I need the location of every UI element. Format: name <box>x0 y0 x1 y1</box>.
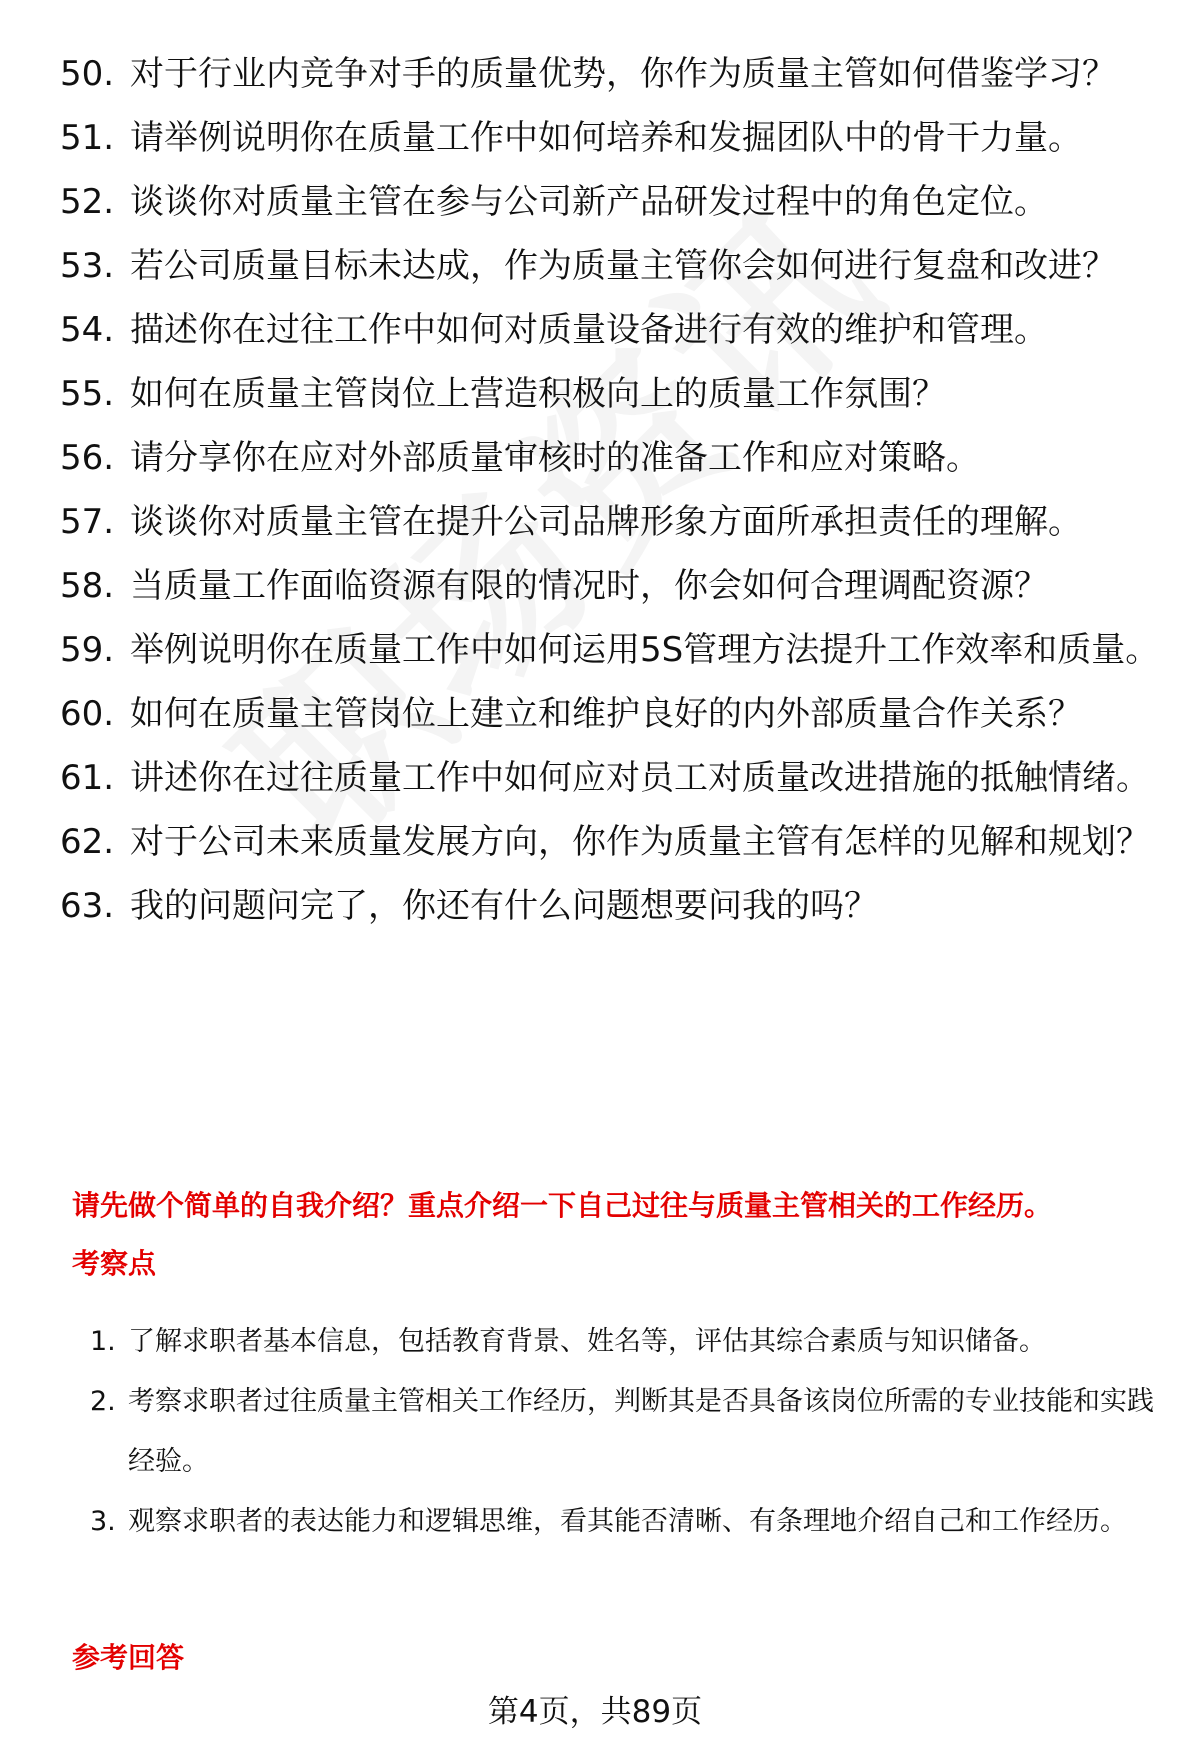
question-text: 当质量工作面临资源有限的情况时，你会如何合理调配资源？ <box>130 566 1048 606</box>
observation-number: 2. <box>90 1386 116 1417</box>
observation-item <box>90 1372 1160 1492</box>
question-text: 我的问题问完了，你还有什么问题想要问我的吗？ <box>130 886 878 926</box>
reference-heading: 参考回答 <box>72 1641 185 1674</box>
question-number: 52. <box>60 182 115 222</box>
question-number: 53. <box>60 246 115 286</box>
observation-number: 1. <box>90 1326 116 1357</box>
observation-text: 了解求职者基本信息，包括教育背景、姓名等，评估其综合素质与知识储备。 <box>128 1326 1046 1357</box>
question-number: 51. <box>60 118 115 158</box>
question-number: 58. <box>60 566 115 606</box>
question-item <box>60 564 1160 608</box>
question-item <box>60 116 1160 160</box>
question-number: 62. <box>60 822 115 862</box>
question-item <box>60 884 1160 928</box>
observation-item <box>90 1312 1160 1372</box>
observation-text: 观察求职者的表达能力和逻辑思维，看其能否清晰、有条理地介绍自己和工作经历。 <box>128 1506 1127 1537</box>
question-number: 59. <box>60 630 115 670</box>
question-text: 请举例说明你在质量工作中如何培养和发掘团队中的骨干力量。 <box>130 118 1082 158</box>
question-item <box>60 500 1160 544</box>
question-item <box>60 692 1160 736</box>
question-item <box>60 372 1160 416</box>
question-text: 对于公司未来质量发展方向，你作为质量主管有怎样的见解和规划？ <box>130 822 1150 862</box>
question-text: 如何在质量主管岗位上营造积极向上的质量工作氛围？ <box>130 374 946 414</box>
question-text: 如何在质量主管岗位上建立和维护良好的内外部质量合作关系？ <box>130 694 1082 734</box>
page-footer: 第4页，共89页 <box>487 1694 703 1730</box>
question-text: 对于行业内竞争对手的质量优势，你作为质量主管如何借鉴学习？ <box>130 54 1116 94</box>
question-item <box>60 244 1160 288</box>
question-number: 57. <box>60 502 115 542</box>
question-number: 63. <box>60 886 115 926</box>
observation-item <box>90 1492 1160 1552</box>
question-item <box>60 436 1160 480</box>
question-number: 61. <box>60 758 115 798</box>
question-item <box>60 52 1160 96</box>
observation-number: 3. <box>90 1506 116 1537</box>
question-number: 56. <box>60 438 115 478</box>
question-item <box>60 180 1160 224</box>
question-text: 谈谈你对质量主管在提升公司品牌形象方面所承担责任的理解。 <box>130 502 1082 542</box>
question-text: 若公司质量目标未达成，作为质量主管你会如何进行复盘和改进？ <box>130 246 1116 286</box>
question-text: 举例说明你在质量工作中如何运用5S管理方法提升工作效率和质量。 <box>130 630 1160 670</box>
observation-list <box>90 1312 1160 1552</box>
question-list <box>60 52 1160 948</box>
question-item <box>60 628 1160 672</box>
question-item <box>60 820 1160 864</box>
observation-heading: 考察点 <box>72 1247 157 1280</box>
question-number: 55. <box>60 374 115 414</box>
question-text: 描述你在过往工作中如何对质量设备进行有效的维护和管理。 <box>130 310 1048 350</box>
question-text: 谈谈你对质量主管在参与公司新产品研发过程中的角色定位。 <box>130 182 1048 222</box>
question-item <box>60 308 1160 352</box>
question-item <box>60 756 1160 800</box>
question-text: 讲述你在过往质量工作中如何应对员工对质量改进措施的抵触情绪。 <box>130 758 1150 798</box>
observation-text: 考察求职者过往质量主管相关工作经历，判断其是否具备该岗位所需的专业技能和实践经验。 <box>128 1386 1154 1477</box>
question-number: 60. <box>60 694 115 734</box>
featured-question: 请先做个简单的自我介绍？重点介绍一下自己过往与质量主管相关的工作经历。 <box>72 1189 1053 1222</box>
question-number: 50. <box>60 54 115 94</box>
question-text: 请分享你在应对外部质量审核时的准备工作和应对策略。 <box>130 438 980 478</box>
question-number: 54. <box>60 310 115 350</box>
